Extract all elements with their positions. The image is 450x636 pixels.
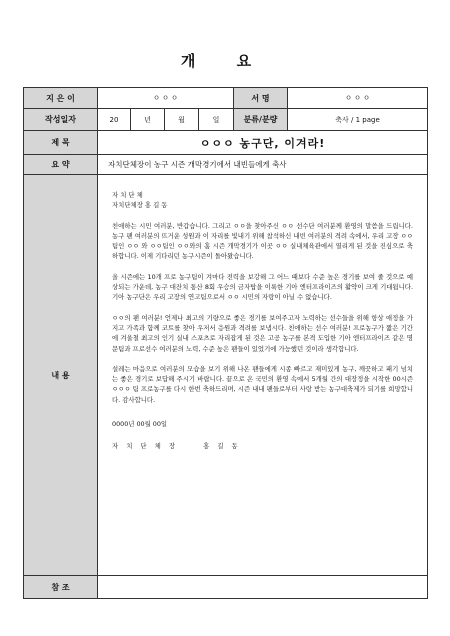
content-paragraph: ㅇㅇ의 팬 여러분! 언제나 최고의 기량으로 좋은 경기를 보여주고자 노력하는 선수들을 위해 항상 애정을 가지고 가족과 함께 코트를 찾아 우저서 응원과 격려를 보냅시다. 친애하는 선수 여러분! 프로농구가 짧은 기간에 겨울철 최고의 인기 실내 스포츠로 자리잡게 된 것은 고공 농구를 본격 도입한 기아 엔터프라이즈 같은 명문팀과 프로선수 여러분의 노력, 수준 높은 팬들이 있었기에 가능했던 것이라 생각합니다.: [112, 313, 413, 353]
date-year-unit: 년: [131, 109, 165, 131]
date-year[interactable]: 20: [98, 109, 131, 131]
content-paragraph: 설레는 마음으로 여러분의 모습을 보기 위해 나온 팬들에게 시종 빠르고 재미있게 농구, 깨끗하고 패기 넘치는 좋은 경기로 보답해 주시기 바랍니다. 끝으로 온 국민의 환영 속에서 5개월 간의 대장정을 시작한 00시즌 ㅇㅇㅇ 팀 프로농구를 다시 한번 축하드리며, 시즌 내내 팬들로부터 사랑 받는 농구대축제가 되기를 희망합니다. 감사합니다.: [112, 364, 413, 404]
reference-value[interactable]: [98, 576, 428, 599]
summary-value[interactable]: 자치단체장이 농구 시즌 개막경기에서 내빈들에게 축사: [98, 155, 428, 175]
subject-value[interactable]: ㅇㅇㅇ 농구단, 이겨라!: [98, 131, 428, 155]
content-heading-speaker: 자치단체장 홍 길 동: [112, 201, 168, 210]
author-value[interactable]: ㅇ ㅇ ㅇ: [98, 88, 234, 109]
signature-label: 서 명: [234, 88, 288, 109]
date-day-unit: 일: [199, 109, 234, 131]
subject-label: 제 목: [24, 131, 98, 155]
date-month-unit: 월: [165, 109, 199, 131]
author-label: 지 은 이: [24, 88, 98, 109]
signature-value[interactable]: ㅇ ㅇ ㅇ: [288, 88, 428, 109]
content-closing: 자 치 단 체 장 홍 길 동: [112, 442, 241, 451]
page-title: 개 요: [180, 52, 270, 70]
content-body[interactable]: [98, 175, 428, 576]
category-label: 분류/분량: [234, 109, 288, 131]
summary-form: [23, 87, 428, 599]
content-heading-org: 자 치 단 체: [112, 191, 143, 199]
summary-label: 요 약: [24, 155, 98, 175]
reference-label: 참 조: [24, 576, 98, 599]
category-value[interactable]: 축사 / 1 page: [288, 109, 428, 131]
content-paragraph: 올 시즌에는 10개 프로 농구팀이 겨마다 전력을 보강해 그 어느 때보다 수준 높은 경기를 보여 줄 것으로 예상되는 가운데, 농구 대잔치 통산 8회 우승의 금자탑을 이룩한 기아 엔터프라이즈의 활약이 크게 기대됩니다. 기아 농구단은 우리 고장의 연고팀으로서 ㅇㅇ 시민의 자랑이 아닐 수 없습니다.: [112, 272, 413, 302]
content-label: 내 용: [24, 175, 98, 576]
date-label: 작성일자: [24, 109, 98, 131]
content-date: 0000년 00월 00일: [112, 420, 168, 429]
content-paragraph: 친애하는 시민 여러분, 반갑습니다. 그리고 ㅇㅇ을 찾아주신 ㅇㅇ 선수단 여러분께 환영의 말씀을 드립니다. 농구 팬 여러분의 뜨거운 성원과 이 자리를 빛내기 위해 참석하신 내빈 여러분의 격려 속에서, 우리 고장 ㅇㅇ팀인 ㅇㅇ 와 ㅇㅇ팀인 ㅇㅇ와의 홈 시즌 개막경기가 이곳 ㅇㅇ 실내체육관에서 열리게 된 것을 진심으로 축하합니다. 이제 기다리던 농구시즌이 돌아왔습니다.: [112, 221, 413, 261]
